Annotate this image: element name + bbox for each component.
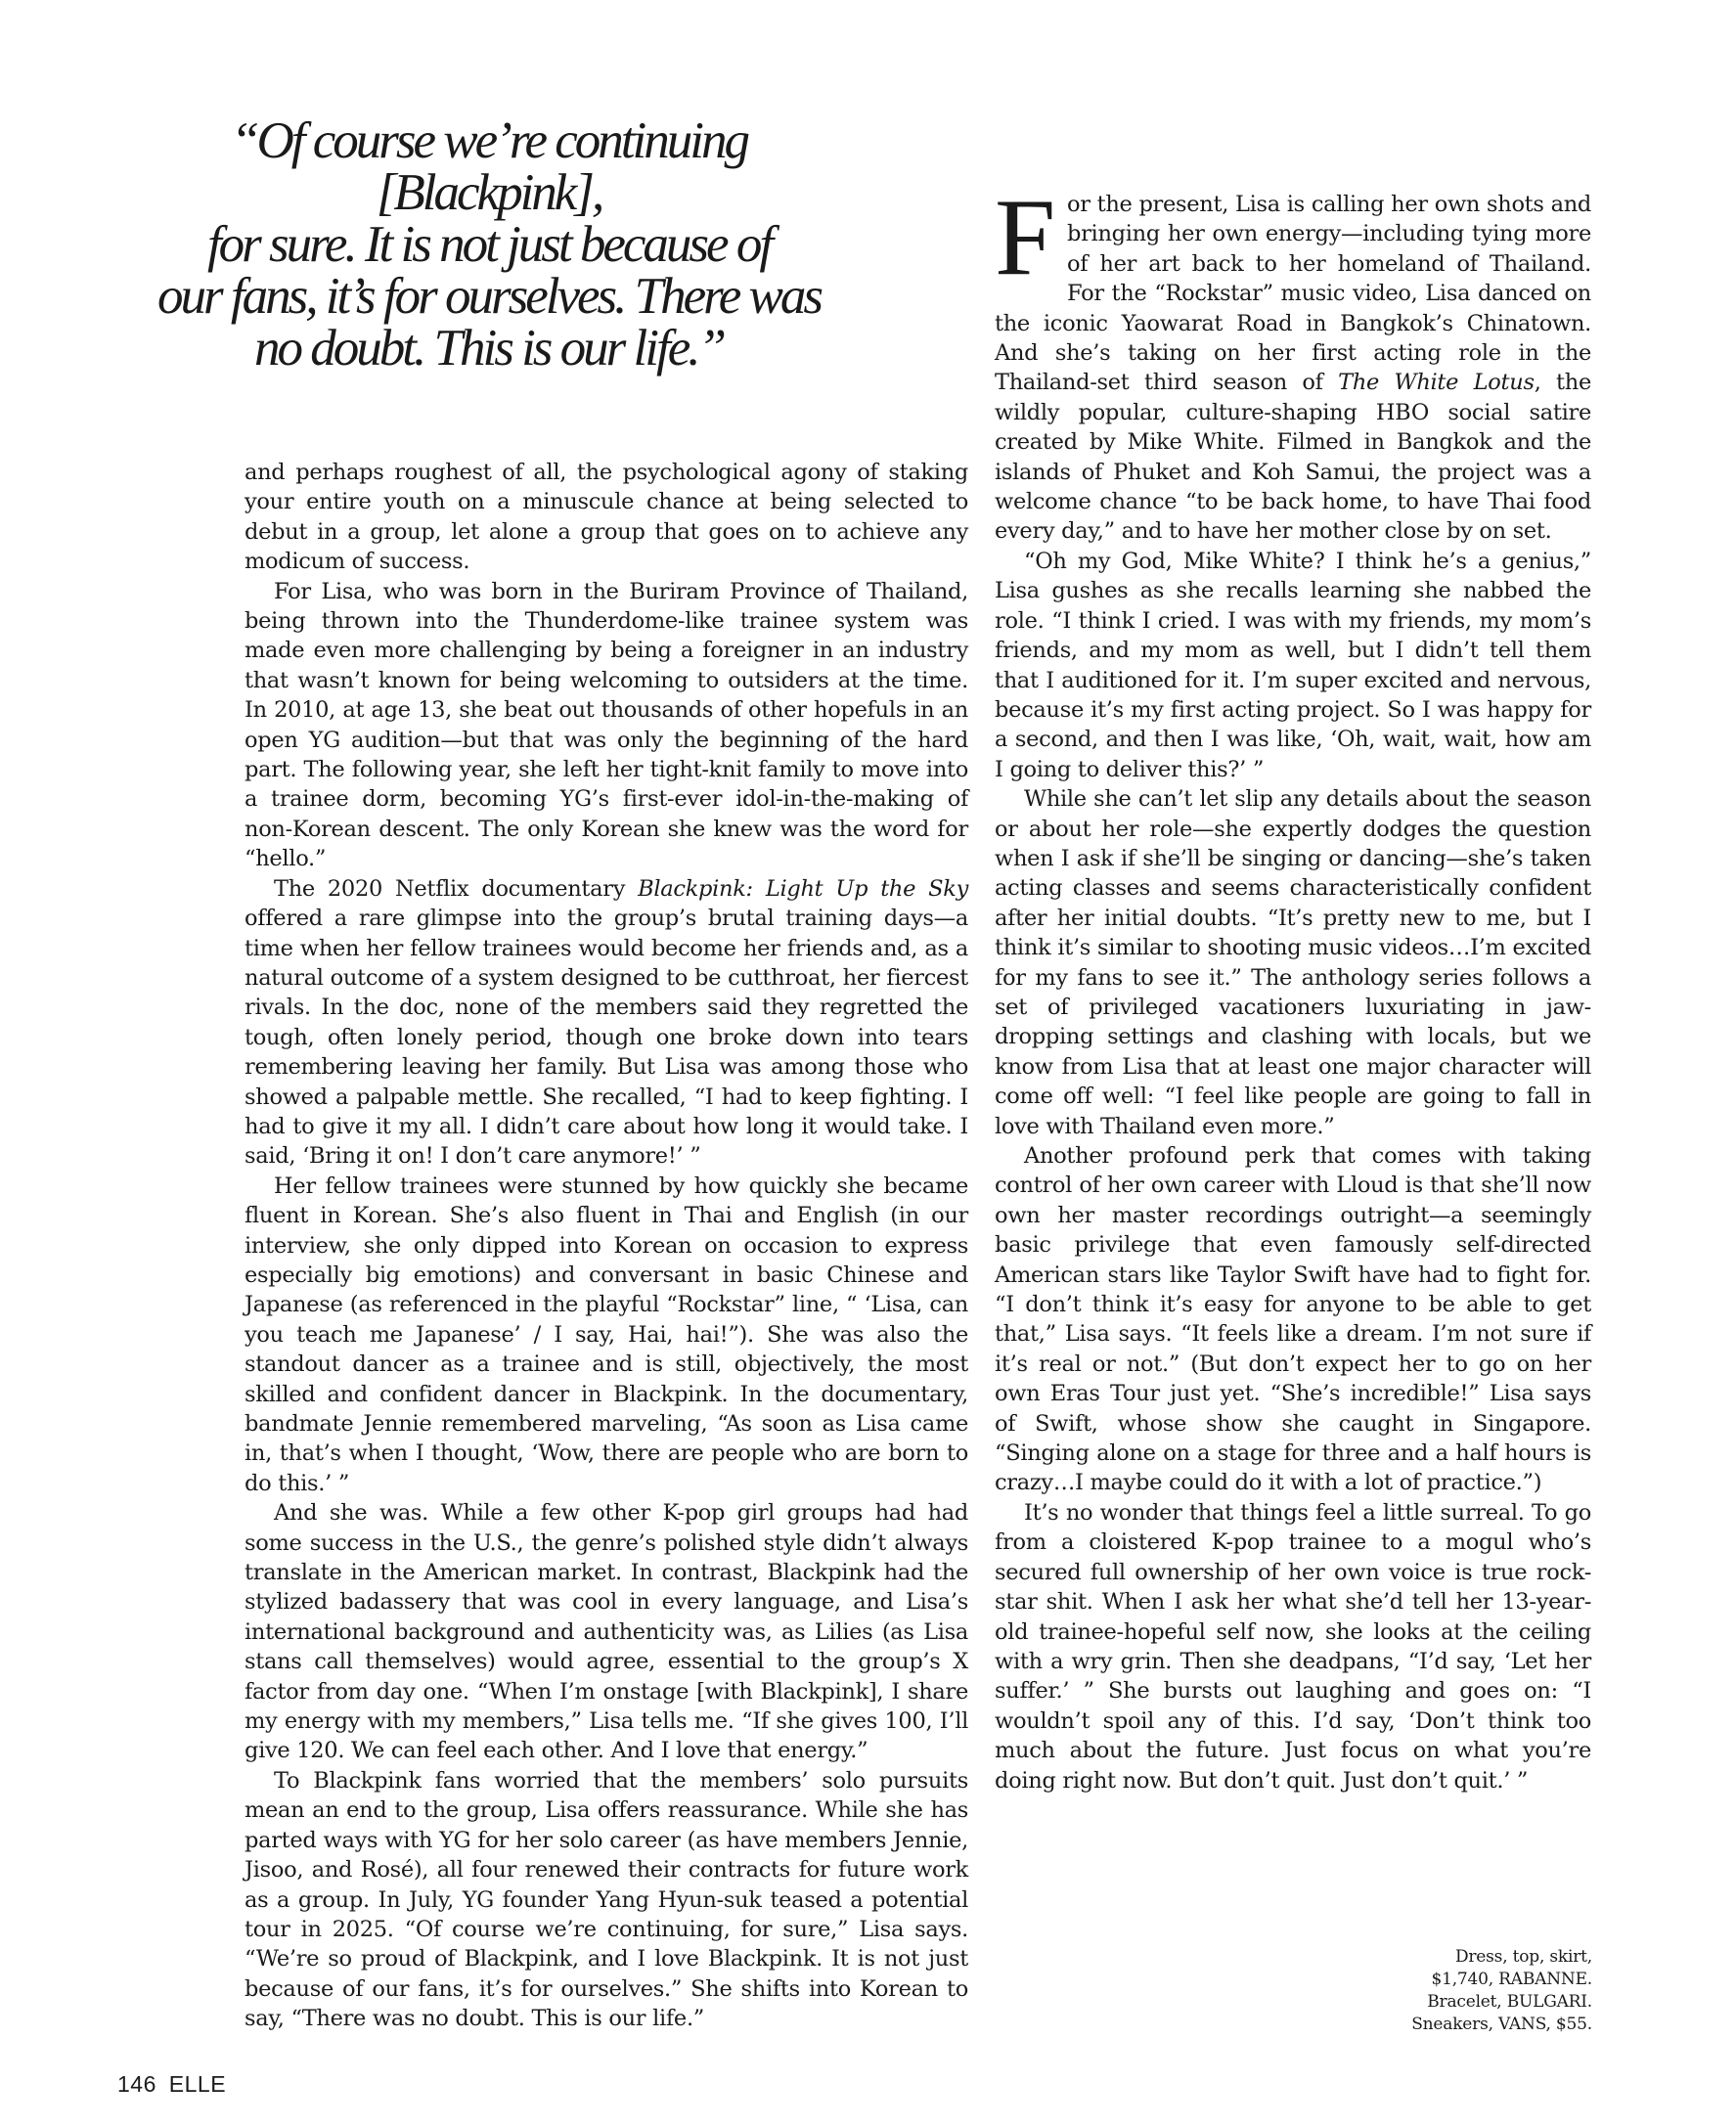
pull-quote-line: for sure. It is not just because of bbox=[206, 216, 772, 273]
pull-quote bbox=[147, 112, 831, 377]
article-paragraph: It’s no wonder that things feel a little surreal. To go from a cloistered K-pop trainee to a mogul who’s secured full ownership of her own voice is true rock-star shit. When I ask her what she’d tell her 13-year-old trainee-hopeful self now, she looks at the ceiling with a wry grin. Then she deadpans, “I’d say, ‘Let her suffer.’ ” She bursts out laughing and goes on: “I wouldn’t spoil any of this. I’d say, ‘Don’t think too much about the future. Just focus on what you’re doing right now. But don’t quit. Just don’t quit.’ ” bbox=[995, 1499, 1591, 1794]
credit-line: $1,740, RABANNE. bbox=[1431, 1970, 1592, 1989]
article-paragraph bbox=[245, 874, 968, 1172]
drop-cap: F bbox=[995, 177, 1055, 298]
article-paragraph: and perhaps roughest of all, the psychological agony of staking your entire youth on a minuscule chance at being selected to debut in a group, let alone a group that goes on to achieve any modicum of success. bbox=[245, 460, 968, 575]
article-paragraph: “Oh my God, Mike White? I think he’s a genius,” Lisa gushes as she recalls learning she nabbed the role. “I think I cried. I was with my friends, my mom’s friends, and my mom as well, but I didn’t tell them that I auditioned for it. I’m super excited and nervous, because it’s my first acting project. So I was happy for a second, and then I was like, ‘Oh, wait, wait, how am I going to deliver this?’ ” bbox=[995, 548, 1591, 782]
fashion-credit bbox=[1299, 1946, 1592, 2036]
left-article-column bbox=[245, 458, 968, 2034]
article-paragraph: Her fellow trainees were stunned by how quickly she became fluent in Korean. She’s also fluent in Thai and English (in our interview, she only dipped into Korean on occasion to express especially big emotions) and conversant in basic Chinese and Japanese (as referenced in the playful “Rockstar” line, “ ‘Lisa, can you teach me Japanese’ / I say, Hai, hai!”). She was also the standout dancer as a trainee and is still, objectively, the most skilled and confident dancer in Blackpink. In the documentary, bandmate Jennie remembered marveling, “As soon as Lisa came in, that’s when I thought, ‘Wow, there are people who are born to do this.’ ” bbox=[245, 1173, 968, 1496]
magazine-name: ELLE bbox=[168, 2071, 227, 2097]
page-folio bbox=[117, 2071, 232, 2098]
paragraph-text: or the present, Lisa is calling her own shots and bringing her own energy—including tying more of her art back to her homeland of Thailand. For the “Rockstar” music video, Lisa danced on the iconic Yaowarat Road in Bangkok’s Chinatown. And she’s taking on her first acting role in the Thailand-set third season of bbox=[995, 192, 1591, 396]
show-title: The White Lotus bbox=[1338, 370, 1535, 396]
pull-quote-line: our fans, it’s for ourselves. There was bbox=[156, 268, 822, 325]
credit-line: Bracelet, BULGARI. bbox=[1427, 1992, 1592, 2012]
page-number: 146 bbox=[117, 2071, 156, 2097]
article-paragraph: Another profound perk that comes with taking control of her own career with Lloud is that she’ll now own her master recordings outright—a seemingly basic privilege that even famously self-directed American stars like Taylor Swift have had to fight for. “I don’t think it’s easy for anyone to be able to get that,” Lisa says. “It feels like a dream. I’m not sure if it’s real or not.” (But don’t expect her to go on her own Eras Tour just yet. “She’s incredible!” Lisa says of Swift, whose show she caught in Singapore. “Singing alone on a stage for three and a half hours is crazy…I maybe could do it with a lot of practice.”) bbox=[995, 1143, 1591, 1496]
article-paragraph: While she can’t let slip any details about the season or about her role—she expertly dodges the question when I ask if she’ll be singing or dancing—she’s taken acting classes and seems characteristically confident after her initial doubts. “It’s pretty new to me, but I think it’s similar to shooting music videos…I’m excited for my fans to see it.” The anthology series follows a set of privileged vacationers luxuriating in jaw-dropping settings and clashing with locals, but we know from Lisa that at least one major character will come off well: “I feel like people are going to fall in love with Thailand even more.” bbox=[995, 786, 1591, 1139]
right-article-column bbox=[995, 177, 1591, 1795]
article-paragraph: To Blackpink fans worried that the members’ solo pursuits mean an end to the group, Lisa offers reassurance. While she has parted ways with YG for her solo career (as have members Jennie, Jisoo, and Rosé), all four renewed their contracts for future work as a group. In July, YG founder Yang Hyun-suk teased a potential tour in 2025. “Of course we’re continuing, for sure,” Lisa says. “We’re so proud of Blackpink, and I love Blackpink. It is not just because of our fans, it’s for ourselves.” She shifts into Korean to say, “There was no doubt. This is our life.” bbox=[245, 1767, 968, 2032]
pull-quote-line: no doubt. This is our life.” bbox=[254, 320, 724, 377]
paragraph-text: The 2020 Netflix documentary bbox=[274, 875, 639, 902]
paragraph-text: offered a rare glimpse into the group’s brutal training days—a time when her fellow trainees would become her friends and, as a natural outcome of a system designed to be cutthroat, her fiercest rivals. In the doc, none of the members said they regretted the tough, often lonely period, though one broke down into tears remembering leaving her family. But Lisa was among those who showed a palpable mettle. She recalled, “I had to keep fighting. I had to give it my all. I didn’t care about how long it would take. I said, ‘Bring it on! I don’t care anymore!’ ” bbox=[245, 906, 968, 1170]
article-paragraph: And she was. While a few other K-pop girl groups had had some success in the U.S., the genre’s polished style didn’t always translate in the American market. In contrast, Blackpink had the stylized badassery that was cool in every language, and Lisa’s international background and authenticity was, as Lilies (as Lisa stans call themselves) would agree, essential to the group’s X factor from day one. “When I’m onstage [with Blackpink], I share my energy with my members,” Lisa tells me. “If she gives 100, I’ll give 120. We can feel each other. And I love that energy.” bbox=[245, 1500, 968, 1764]
credit-line: Dress, top, skirt, bbox=[1454, 1947, 1592, 1967]
article-paragraph: For Lisa, who was born in the Buriram Province of Thailand, being thrown into the Thunderdome-like trainee system was made even more challenging by being a foreigner in an industry that wasn’t known for being welcoming to outsiders at the time. In 2010, at age 13, she beat out thousands of other hopefuls in an open YG audition—but that was only the beginning of the hard part. The following year, she left her tight-knit family to move into a trainee dorm, becoming YG’s first-ever idol-in-the-making of non-Korean descent. The only Korean she knew was the word for “hello.” bbox=[245, 578, 968, 872]
documentary-title: Blackpink: Light Up the Sky bbox=[638, 875, 968, 902]
paragraph-text: , the wildly popular, culture-shaping HBO social satire created by Mike White. Filmed in Bangkok and the islands of Phuket and Koh Samui, the project was a welcome chance “to be back home, to have Thai food every day,” and to have her mother close by on set. bbox=[995, 370, 1591, 545]
pull-quote-line: “Of course we’re continuing [Blackpink], bbox=[231, 112, 747, 221]
article-paragraph bbox=[995, 177, 1591, 547]
credit-line: Sneakers, VANS, $55. bbox=[1411, 2015, 1592, 2034]
